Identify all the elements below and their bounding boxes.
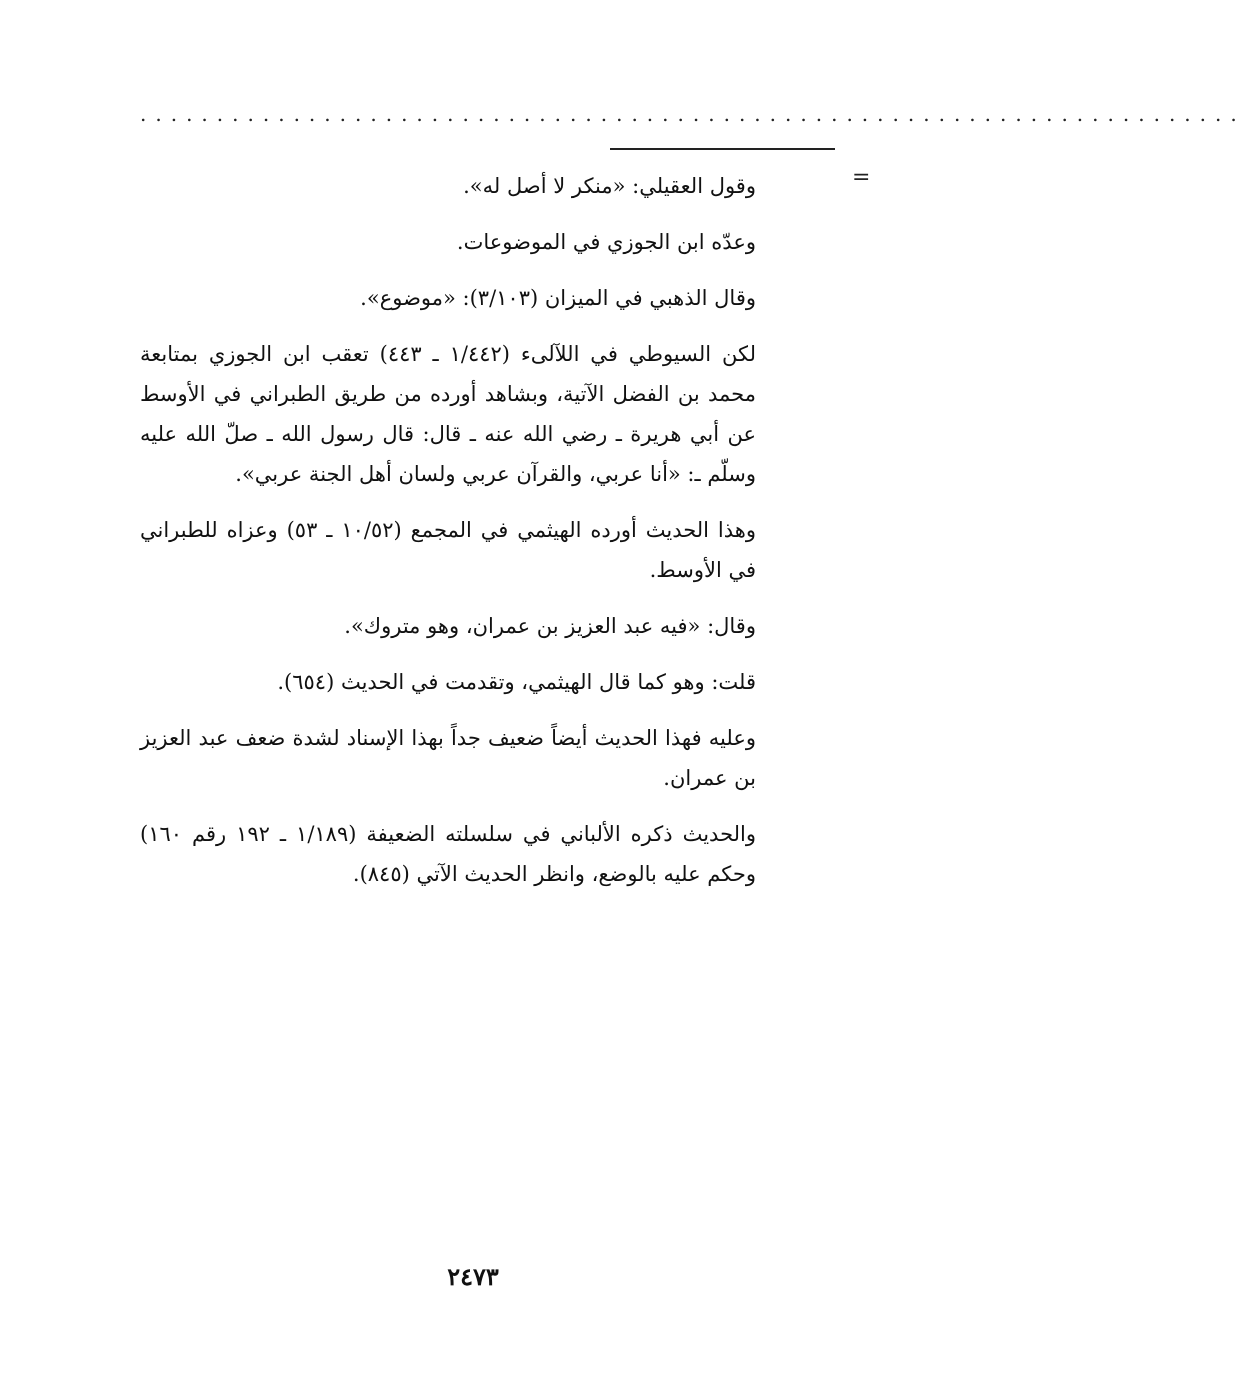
footnote-separator-line bbox=[610, 148, 835, 150]
header-dotted-rule: ........................................................................ bbox=[140, 102, 1246, 126]
page-number: ٢٤٧٣ bbox=[447, 1262, 499, 1291]
paragraph-author-note: قلت: وهو كما قال الهيثمي، وتقدمت في الحديث (٦٥٤). bbox=[277, 670, 756, 694]
paragraph-suyuti: لكن السيوطي في اللآلىء (١/٤٤٢ ـ ٤٤٣) تعقب ابن الجوزي بمتابعة محمد بن الفضل الآتية، وبشاهد أورده من طريق الطبراني في الأوسط عن أبي هريرة ـ رضي الله عنه ـ قال: قال رسول الله ـ صلّ الله عليه وسلّم ـ: «أنا عربي، والقرآن عربي ولسان أهل الجنة عربي». bbox=[140, 342, 756, 486]
footnote-text-block bbox=[140, 166, 756, 910]
paragraph-dhahabi: وقال الذهبي في الميزان (٣/١٠٣): «موضوع». bbox=[360, 286, 756, 310]
paragraph-ibn-jawzi: وعدّه ابن الجوزي في الموضوعات. bbox=[456, 230, 756, 254]
paragraph-verdict: وعليه فهذا الحديث أيضاً ضعيف جداً بهذا الإسناد لشدة ضعف عبد العزيز بن عمران. bbox=[140, 726, 756, 790]
margin-equals-mark: = bbox=[852, 165, 871, 190]
paragraph-albani: والحديث ذكره الألباني في سلسلته الضعيفة (١/١٨٩ ـ ١٩٢ رقم ١٦٠) وحكم عليه بالوضع، وانظر الحديث الآتي (٨٤٥). bbox=[140, 822, 756, 886]
paragraph-uqayli: وقول العقيلي: «منكر لا أصل له». bbox=[463, 174, 756, 198]
paragraph-haythami-quote: وقال: «فيه عبد العزيز بن عمران، وهو متروك». bbox=[344, 614, 756, 638]
paragraph-haythami: وهذا الحديث أورده الهيثمي في المجمع (١٠/٥٢ ـ ٥٣) وعزاه للطبراني في الأوسط. bbox=[140, 518, 756, 582]
